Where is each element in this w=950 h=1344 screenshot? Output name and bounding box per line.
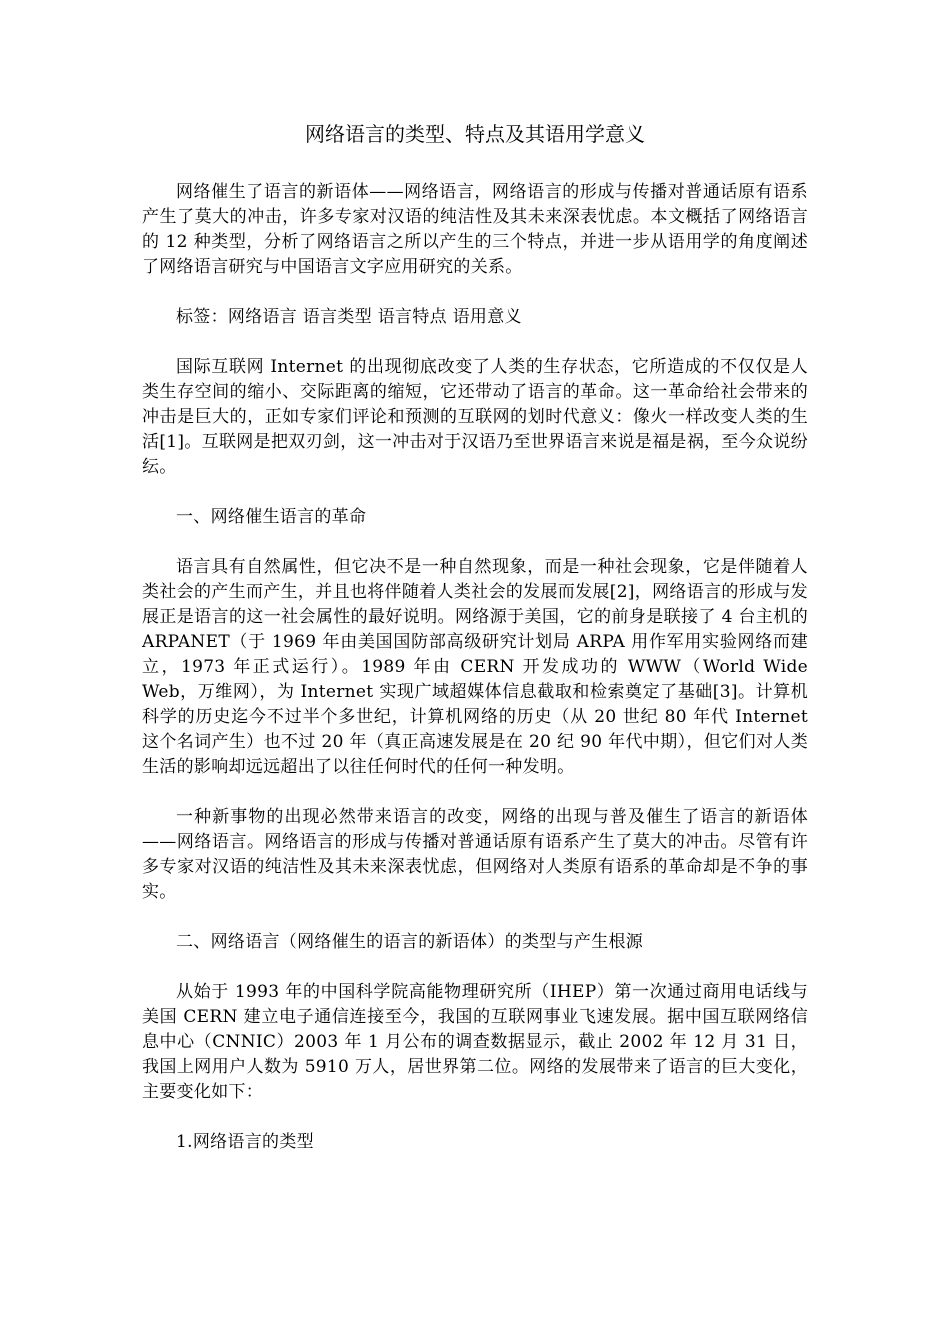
document-page <box>142 118 808 1180</box>
keywords-line: 标签：网络语言 语言类型 语言特点 语用意义 <box>176 307 522 327</box>
section-1-paragraph-1: 语言具有自然属性，但它决不是一种自然现象，而是一种社会现象，它是伴随着人类社会的产生而产生，并且也将伴随着人类社会的发展而发展[2]，网络语言的形成与发展正是语言的这一社会属性的最好说明。网络源于美国，它的前身是联接了 4 台主机的 ARPANET（于 1969 年由美国国防部高级研究计划局 ARPA 用作军用实验网络而建立，1973 年正式运行）。1989 年由 CERN 开发成功的 WWW（World Wide Web，万维网），为 Internet 实现广域超媒体信息截取和检索奠定了基础[3]。计算机科学的历史迄今不过半个多世纪，计算机网络的历史（从 20 世纪 80 年代 Internet 这个名词产生）也不过 20 年（真正高速发展是在 20 纪 90 年代中期），但它们对人类生活的影响却远远超出了以往任何时代的任何一种发明。 <box>142 557 808 777</box>
intro-paragraph: 国际互联网 Internet 的出现彻底改变了人类的生存状态，它所造成的不仅仅是人类生存空间的缩小、交际距离的缩短，它还带动了语言的革命。这一革命给社会带来的冲击是巨大的，正如专家们评论和预测的互联网的划时代意义：像火一样改变人类的生活[1]。互联网是把双刃剑，这一冲击对于汉语乃至世界语言来说是福是祸，至今众说纷纭。 <box>142 357 808 477</box>
subsection-1-heading: 1.网络语言的类型 <box>176 1132 314 1152</box>
section-2-heading: 二、网络语言（网络催生的语言的新语体）的类型与产生根源 <box>176 932 644 952</box>
section-2-paragraph-1: 从始于 1993 年的中国科学院高能物理研究所（IHEP）第一次通过商用电话线与美国 CERN 建立电子通信连接至今，我国的互联网事业飞速发展。据中国互联网络信息中心（CNNIC）2003 年 1 月公布的调查数据显示，截止 2002 年 12 月 31 日，我国上网用户人数为 5910 万人，居世界第二位。网络的发展带来了语言的巨大变化，主要变化如下： <box>142 982 808 1102</box>
section-1-heading: 一、网络催生语言的革命 <box>176 507 367 527</box>
page-title: 网络语言的类型、特点及其语用学意义 <box>305 122 645 146</box>
section-1-paragraph-2: 一种新事物的出现必然带来语言的改变，网络的出现与普及催生了语言的新语体——网络语言。网络语言的形成与传播对普通话原有语系产生了莫大的冲击。尽管有许多专家对汉语的纯洁性及其未来深表忧虑，但网络对人类原有语系的革命却是不争的事实。 <box>142 807 808 902</box>
abstract-paragraph: 网络催生了语言的新语体——网络语言，网络语言的形成与传播对普通话原有语系产生了莫大的冲击，许多专家对汉语的纯洁性及其未来深表忧虑。本文概括了网络语言的 12 种类型，分析了网络语言之所以产生的三个特点，并进一步从语用学的角度阐述了网络语言研究与中国语言文字应用研究的关系。 <box>142 182 808 277</box>
